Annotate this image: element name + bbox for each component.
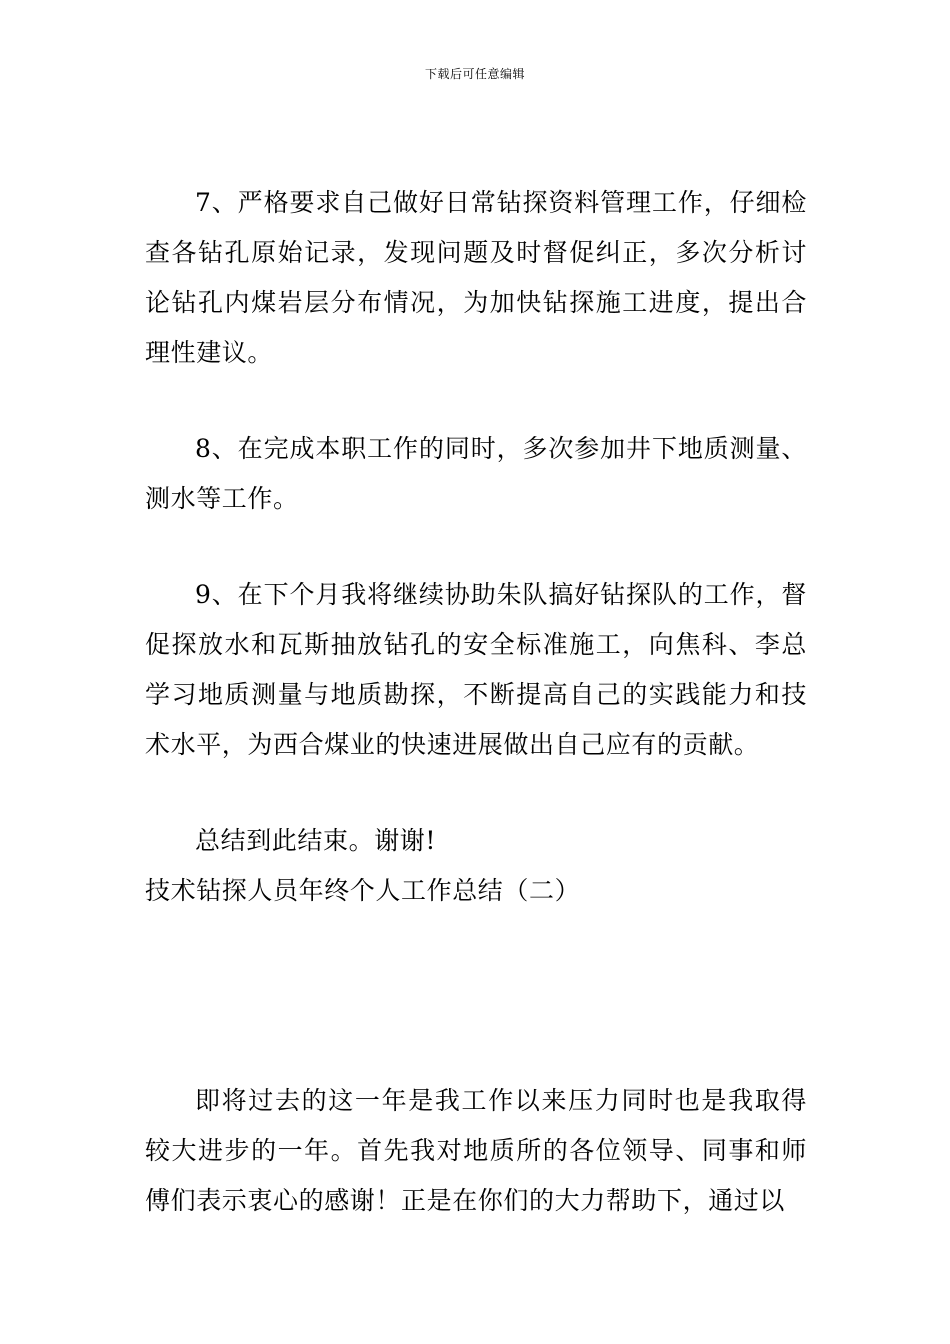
section-title: 技术钻探人员年终个人工作总结（二） bbox=[145, 876, 581, 905]
paragraph-spacer bbox=[145, 524, 807, 570]
closing-line: 总结到此结束。谢谢! bbox=[195, 826, 437, 855]
section-spacer bbox=[145, 916, 807, 1076]
paragraph-spacer bbox=[145, 770, 807, 816]
paragraph-7: 7、严格要求自己做好日常钻探资料管理工作，仔细检查各钻孔原始记录，发现问题及时督促纠正，多次分析讨论钻孔内煤岩层分布情况，为加快钻探施工进度，提出合理性建议。 bbox=[145, 188, 807, 367]
paragraph-9: 9、在下个月我将继续协助朱队搞好钻探队的工作，督促探放水和瓦斯抽放钻孔的安全标准施工，向焦科、李总学习地质测量与地质勘探，不断提高自己的实践能力和技术水平，为西合煤业的快速进展做出自己应有的贡献。 bbox=[145, 580, 807, 759]
document-body bbox=[145, 178, 807, 1226]
paragraph-spacer bbox=[145, 378, 807, 424]
paragraph-8: 8、在完成本职工作的同时，多次参加井下地质测量、测水等工作。 bbox=[145, 434, 807, 513]
page-header: 下载后可任意编辑 bbox=[424, 67, 525, 81]
intro-paragraph: 即将过去的这一年是我工作以来压力同时也是我取得较大进步的一年。首先我对地质所的各位领导、同事和师傅们表示衷心的感谢！正是在你们的大力帮助下，通过以 bbox=[145, 1086, 807, 1215]
